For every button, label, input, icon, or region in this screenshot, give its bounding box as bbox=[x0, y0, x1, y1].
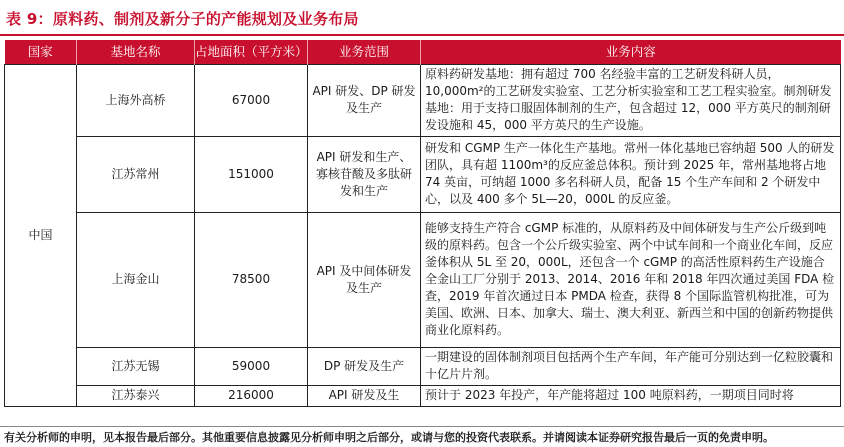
header-content: 业务内容 bbox=[421, 40, 841, 64]
content-cell: 一期建设的固体制剂项目包括两个生产车间，年产能可分别达到一亿粒胶囊和十亿片片剂。 bbox=[421, 347, 841, 385]
base-name-cell: 上海金山 bbox=[77, 212, 195, 347]
header-base-name: 基地名称 bbox=[77, 40, 195, 64]
scope-cell: API 研发、DP 研发及生产 bbox=[308, 64, 421, 136]
table-title-bar bbox=[0, 0, 844, 36]
scope-cell: API 及中间体研发及生产 bbox=[308, 212, 421, 347]
content-cell: 能够支持生产符合 cGMP 标准的，从原料药及中间体研发与生产公斤级到吨级的原料药。包含一个公斤级实验室、两个中试车间和一个商业化车间，反应釜体积从 5L 至 20，000L，还包含一个 cGMP 的高活性原料药生产设施合全金山工厂分别于 2013、2014、2016 年和 2018 年四次通过美国 FDA 检查，2019 年首次通过日本 PMDA 检查，获得 8 个国际监管机构批准，可为美国、欧洲、日本、加拿大、瑞士、澳大利亚、新西兰和中国的创新药物提供商业化原料药。 bbox=[421, 212, 841, 347]
table-header-row bbox=[5, 40, 841, 64]
table-row bbox=[5, 385, 841, 406]
scope-cell: DP 研发及生产 bbox=[308, 347, 421, 385]
table-row bbox=[5, 64, 841, 136]
table-row bbox=[5, 347, 841, 385]
table-title: 表 9：原料药、制剂及新分子的产能规划及业务布局 bbox=[6, 10, 359, 28]
base-name-cell: 江苏常州 bbox=[77, 136, 195, 212]
content-cell: 研发和 CGMP 生产一体化生产基地。常州一体化基地已容纳超 500 人的研发团队，具有超 1100m³的反应釜总体积。预计到 2025 年，常州基地将占地 74 英亩，可纳超 1000 多名科研人员，配备 15 个生产车间和 2 个研发中心，以及 400 多个 5L—20，000L 的反应釜。 bbox=[421, 136, 841, 212]
header-scope: 业务范围 bbox=[308, 40, 421, 64]
area-cell: 78500 bbox=[195, 212, 308, 347]
area-cell: 59000 bbox=[195, 347, 308, 385]
footer-divider bbox=[0, 426, 844, 427]
capacity-table bbox=[4, 40, 841, 407]
header-area: 占地面积（平方米） bbox=[195, 40, 308, 64]
scope-cell: API 研发和生产、寡核苷酸及多肽研发和生产 bbox=[308, 136, 421, 212]
table-row bbox=[5, 136, 841, 212]
header-country: 国家 bbox=[5, 40, 77, 64]
country-cell: 中国 bbox=[5, 64, 77, 406]
content-cell: 原料药研发基地：拥有超过 700 名经验丰富的工艺研发科研人员，10,000m²的工艺研发实验室、工艺分析实验室和工艺工程实验室。制剂研发基地：用于支持口服固体制剂的生产，包含超过 12，000 平方英尺的制剂研发设施和 45，000 平方英尺的生产设施。 bbox=[421, 64, 841, 136]
area-cell: 151000 bbox=[195, 136, 308, 212]
scope-cell: API 研发及生 bbox=[308, 385, 421, 406]
area-cell: 67000 bbox=[195, 64, 308, 136]
base-name-cell: 上海外高桥 bbox=[77, 64, 195, 136]
disclaimer-footer: 有关分析师的申明，见本报告最后部分。其他重要信息披露见分析师申明之后部分，或请与您的投资代表联系。并请阅读本证券研究报告最后一页的免责申明。 bbox=[4, 431, 774, 444]
base-name-cell: 江苏无锡 bbox=[77, 347, 195, 385]
table-row bbox=[5, 212, 841, 347]
content-cell: 预计于 2023 年投产，年产能将超过 100 吨原料药，一期项目同时将 bbox=[421, 385, 841, 406]
base-name-cell: 江苏泰兴 bbox=[77, 385, 195, 406]
area-cell: 216000 bbox=[195, 385, 308, 406]
